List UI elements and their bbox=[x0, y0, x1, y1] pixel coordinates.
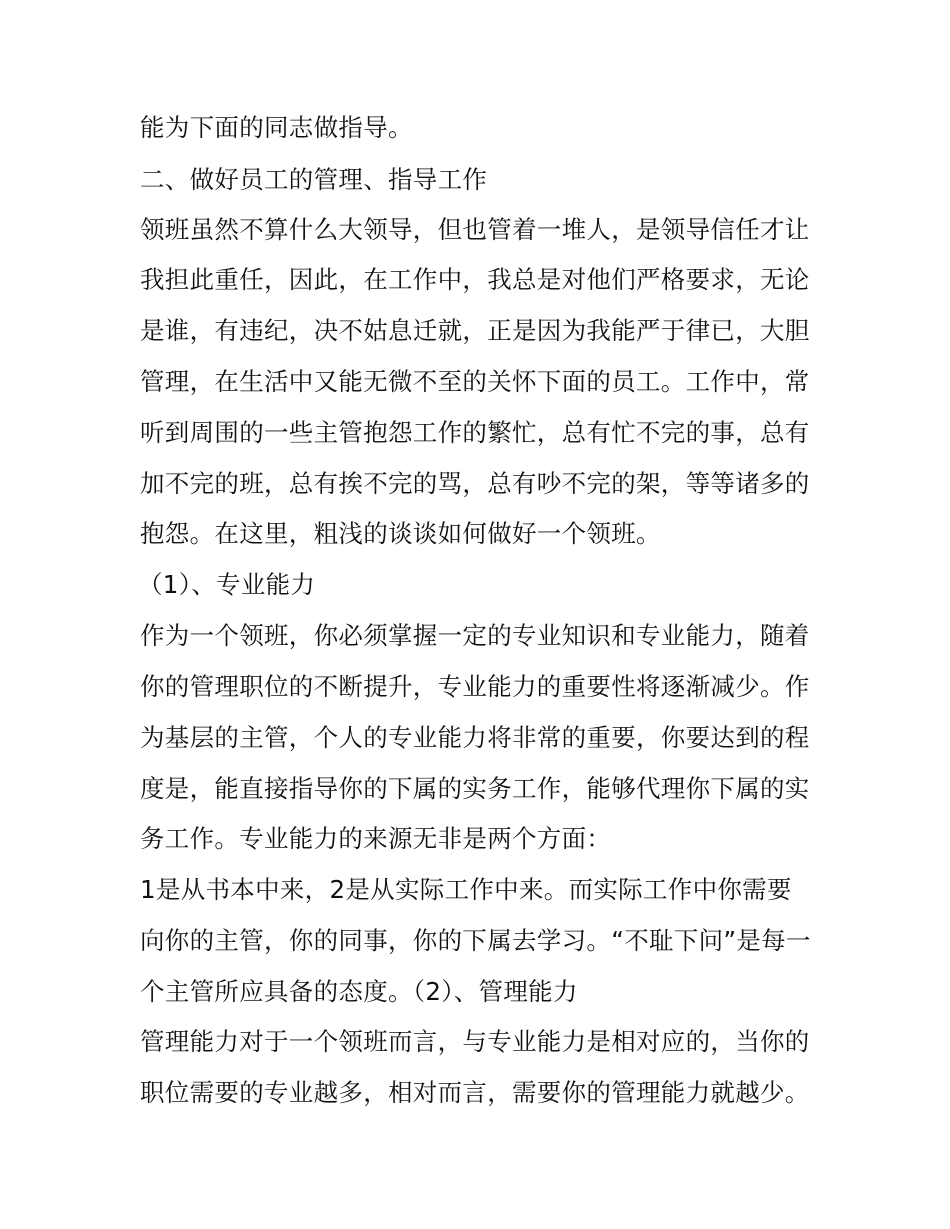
paragraph-line: 为基层的主管，个人的专业能力将非常的重要，你要达到的程 bbox=[140, 723, 810, 752]
paragraph-line: 你的管理职位的不断提升，专业能力的重要性将逐渐减少。作 bbox=[140, 672, 810, 701]
paragraph-line: 作为一个领班，你必须掌握一定的专业知识和专业能力，随着 bbox=[140, 621, 810, 650]
paragraph-line: 向你的主管，你的同事，你的下属去学习。“不耻下问”是每一 bbox=[140, 926, 811, 955]
paragraph-line: 是谁，有违纪，决不姑息迁就，正是因为我能严于律已，大胆 bbox=[140, 316, 810, 345]
paragraph-line: 职位需要的专业越多，相对而言，需要你的管理能力就越少。 bbox=[140, 1078, 810, 1107]
paragraph-line: 个主管所应具备的态度。（2）、管理能力 bbox=[140, 977, 578, 1006]
paragraph-line: 领班虽然不算什么大领导，但也管着一堆人，是领导信任才让 bbox=[140, 215, 810, 244]
paragraph-line: 加不完的班，总有挨不完的骂，总有吵不完的架，等等诸多的 bbox=[140, 469, 810, 498]
paragraph-line: 务工作。专业能力的来源无非是两个方面： bbox=[140, 824, 612, 853]
paragraph-line: 1是从书本中来，2是从实际工作中来。而实际工作中你需要 bbox=[140, 875, 792, 904]
paragraph-line: 能为下面的同志做指导。 bbox=[140, 113, 413, 142]
subsection-heading: （1）、专业能力 bbox=[138, 570, 316, 599]
paragraph-line: 度是，能直接指导你的下属的实务工作，能够代理你下属的实 bbox=[140, 774, 810, 803]
section-heading: 二、做好员工的管理、指导工作 bbox=[140, 165, 488, 194]
paragraph-line: 我担此重任，因此，在工作中，我总是对他们严格要求，无论 bbox=[140, 265, 810, 294]
paragraph-line: 管理，在生活中又能无微不至的关怀下面的员工。工作中，常 bbox=[140, 367, 810, 396]
paragraph-line: 管理能力对于一个领班而言，与专业能力是相对应的，当你的 bbox=[140, 1027, 810, 1056]
paragraph-line: 抱怨。在这里，粗浅的谈谈如何做好一个领班。 bbox=[140, 519, 661, 548]
paragraph-line: 听到周围的一些主管抱怨工作的繁忙，总有忙不完的事，总有 bbox=[140, 418, 810, 447]
